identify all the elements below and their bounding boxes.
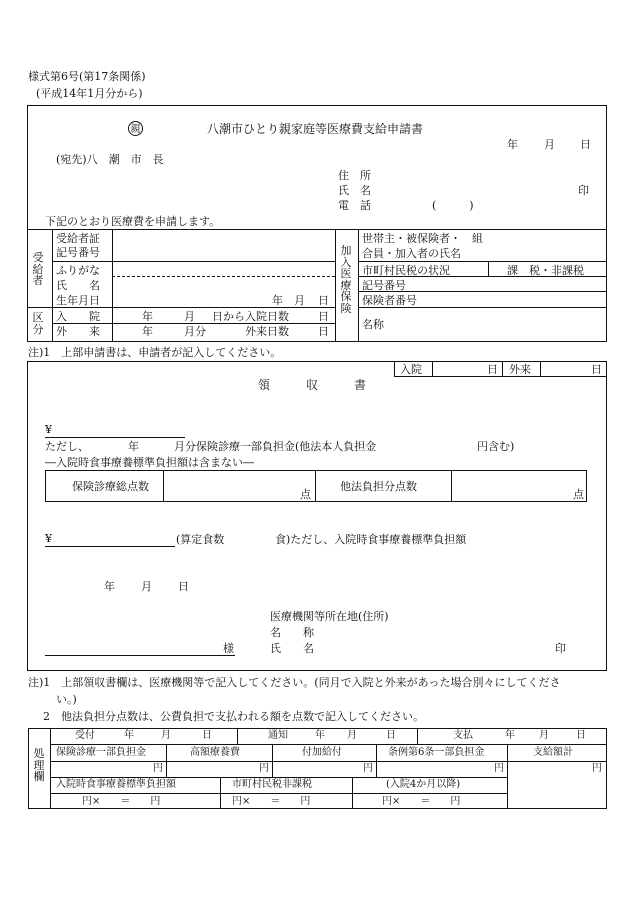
- insurer-name-label: 名称: [362, 318, 384, 331]
- birth-year: 年: [272, 294, 283, 307]
- receipt-section: [27, 361, 607, 671]
- paid-label: 支払: [453, 730, 473, 741]
- doctor-name-label: 氏 名: [270, 642, 314, 655]
- receipt-seal: 印: [555, 642, 566, 655]
- yen-mark: ¥: [45, 423, 52, 436]
- date-day: 日: [580, 138, 591, 151]
- sama-suffix: 様: [223, 642, 234, 655]
- facility-address-label: 医療機関等所在地(住所): [270, 610, 389, 623]
- out-days: 外来日数: [245, 325, 289, 338]
- yen-3: 円: [363, 763, 373, 774]
- oya-stamp: 親: [128, 121, 143, 136]
- receipt-line1-a: ただし、: [45, 440, 89, 453]
- insurance-label: 加入医療保険: [340, 244, 352, 315]
- birth-month: 月: [294, 294, 305, 307]
- receipt-inpatient: 入院: [400, 363, 422, 376]
- receipt-line1-b: 年: [128, 440, 139, 453]
- meals-label2: 食)ただし、入院時食事療養標準負担額: [275, 533, 467, 546]
- receipt-year: 年: [104, 580, 115, 593]
- receipt-title: 領 収 書: [258, 378, 367, 392]
- notified-day: 日: [386, 730, 396, 741]
- furigana-label: ふりがな: [56, 264, 100, 277]
- application-title: 八潮市ひとり親家庭等医療費支給申請書: [207, 122, 424, 136]
- insurer-number-label: 保険者番号: [362, 294, 417, 307]
- yen-1: 円: [153, 763, 163, 774]
- in-from: 日から入院日数: [212, 310, 289, 323]
- col-total: 支給額計: [533, 747, 573, 758]
- request-text: 下記のとおり医療費を申請します。: [45, 215, 221, 228]
- out-day: 日: [318, 325, 329, 338]
- col-high-cost: 高額療養費: [190, 747, 240, 758]
- formula-2: 円× ＝ 円: [232, 796, 311, 807]
- in-day: 日: [318, 310, 329, 323]
- householder-label: 世帯主・被保険者・ 組: [362, 232, 483, 245]
- received-label: 受付: [75, 730, 95, 741]
- col-ordinance: 条例第6条一部負担金: [388, 747, 485, 758]
- meals-label: (算定食数: [176, 533, 225, 546]
- notified-label: 通知: [268, 730, 288, 741]
- received-month: 月: [161, 730, 171, 741]
- tax-status-label: 市町村民税の状況: [362, 264, 450, 277]
- other-points-label: 他法負担分点数: [340, 480, 417, 493]
- person-name-label: 氏 名: [56, 279, 100, 292]
- cert-number-label: 受給者証: [56, 232, 100, 245]
- received-year: 年: [124, 730, 134, 741]
- addressee: (宛先)八 潮 市 長: [56, 153, 164, 166]
- yen-5: 円: [592, 763, 602, 774]
- form-number: 様式第6号(第17条関係): [28, 70, 146, 83]
- facility-name-label: 名 称: [270, 626, 314, 639]
- recipient-label: 受給者: [32, 251, 44, 288]
- date-month: 月: [544, 138, 555, 151]
- yen-2: 円: [259, 763, 269, 774]
- received-day: 日: [202, 730, 212, 741]
- points-unit1: 点: [300, 488, 311, 501]
- birthdate-label: 生年月日: [56, 294, 100, 307]
- tax-options: 課 税・非課税: [507, 264, 584, 277]
- cert-number-label2: 記号番号: [56, 246, 100, 259]
- yen-4: 円: [494, 763, 504, 774]
- receipt-day2: 日: [591, 363, 602, 376]
- seal-mark: 印: [578, 184, 589, 197]
- receipt-outpatient: 外来: [509, 363, 531, 376]
- points-unit2: 点: [573, 488, 584, 501]
- outpatient-label: 外 来: [56, 325, 100, 338]
- receipt-line2: ―入院時食事療養標準負担額は含まない―: [45, 456, 254, 469]
- paid-year: 年: [505, 730, 515, 741]
- name-label: 氏 名: [338, 184, 371, 197]
- out-year: 年: [142, 325, 153, 338]
- col-additional: 付加給付: [302, 747, 342, 758]
- formula-1: 円× ＝ 円: [82, 796, 161, 807]
- receipt-month: 月: [141, 580, 152, 593]
- receipt-line1-d: 円含む): [477, 440, 515, 453]
- notified-year: 年: [315, 730, 325, 741]
- phone-parens: ( ): [432, 199, 474, 212]
- symbol-number-label: 記号番号: [362, 279, 406, 292]
- date-year: 年: [507, 138, 518, 151]
- note-2-1b: い。): [56, 693, 77, 706]
- householder-label2: 合員・加入者の氏名: [362, 247, 461, 260]
- out-month: 月分: [184, 325, 206, 338]
- col-meal: 入院時食事療養標準負担額: [56, 779, 176, 790]
- in-month: 月: [184, 310, 195, 323]
- processing-label: 処理欄: [33, 747, 45, 784]
- note-2-1: 注)1 上部領収書欄は、医療機関等で記入してください。(同月で入院と外来があった場合別々にしてくださ: [28, 676, 561, 689]
- kubun-label: 区分: [32, 311, 44, 336]
- points-total-label: 保険診療総点数: [72, 480, 149, 493]
- note-1: 注)1 上部申請書は、申請者が記入してください。: [28, 346, 282, 359]
- formula-3: 円× ＝ 円: [382, 796, 461, 807]
- in-year: 年: [142, 310, 153, 323]
- notified-month: 月: [347, 730, 357, 741]
- paid-month: 月: [539, 730, 549, 741]
- col-after-4-months: (入院4か月以降): [386, 779, 461, 790]
- phone-label: 電 話: [338, 199, 371, 212]
- note-2-2: 2 他法負担分点数は、公費負担で支払われる額を点数で記入してください。: [43, 710, 424, 723]
- col-insurance-copay: 保険診療一部負担金: [56, 747, 146, 758]
- paid-day: 日: [576, 730, 586, 741]
- yen-mark-2: ¥: [45, 532, 52, 545]
- receipt-day1: 日: [487, 363, 498, 376]
- effective-date: (平成14年1月分から): [36, 87, 143, 100]
- receipt-day: 日: [178, 580, 189, 593]
- col-tax-exempt: 市町村民税非課税: [232, 779, 312, 790]
- receipt-line1-c: 月分保険診療一部負担金(他法本人負担金: [174, 440, 377, 453]
- address-label: 住 所: [338, 169, 371, 182]
- birth-day: 日: [318, 294, 329, 307]
- inpatient-label: 入 院: [56, 310, 100, 323]
